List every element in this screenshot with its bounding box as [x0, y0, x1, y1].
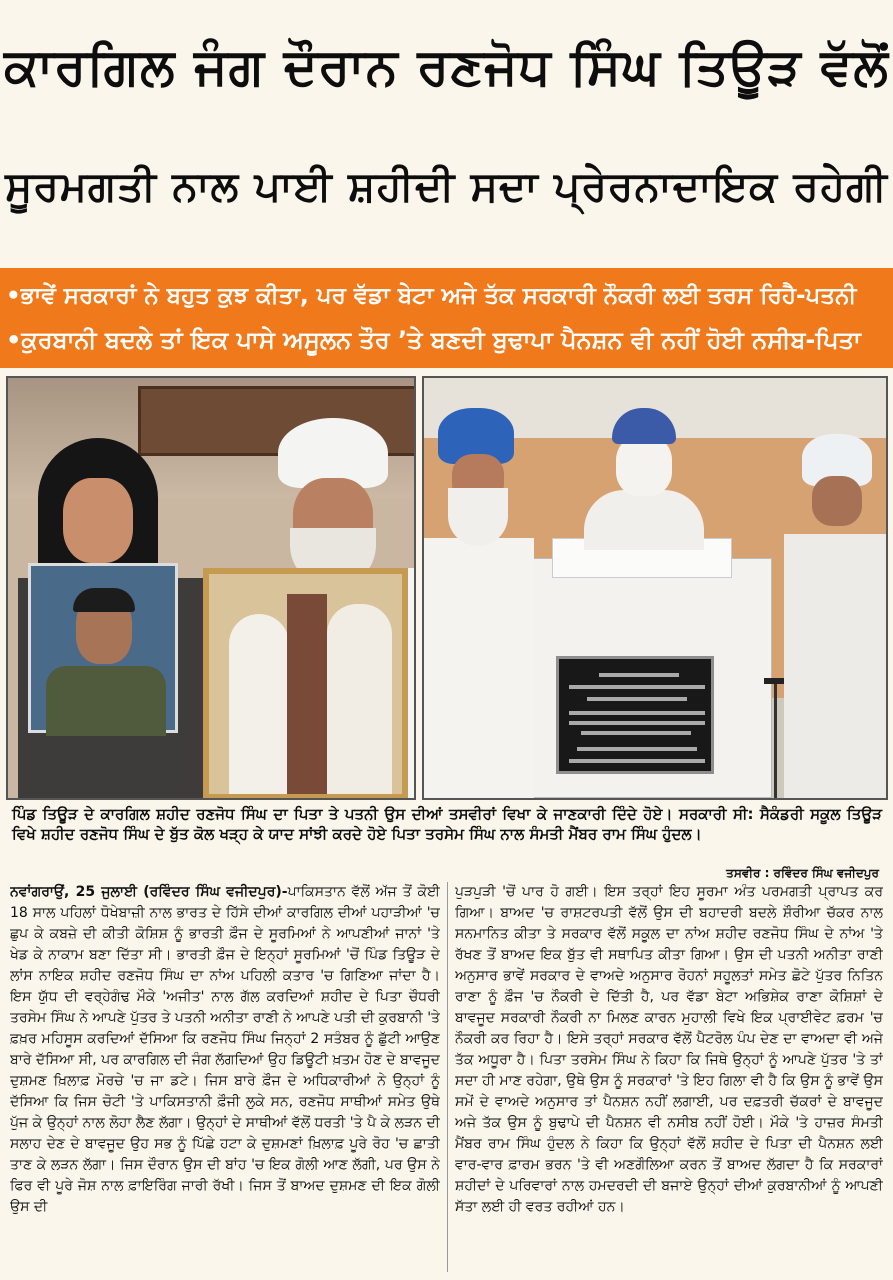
headline-line-1: ਕਾਰਗਿਲ ਜੰਗ ਦੌਰਾਨ ਰਣਜੋਧ ਸਿੰਘ ਤਿਊੜ ਵੱਲੋਂ — [4, 38, 889, 97]
photo-father-blue-turban — [424, 408, 534, 800]
photo-memorial-plaque — [556, 656, 714, 774]
subhead-banner — [0, 268, 893, 368]
column-divider — [447, 882, 448, 1272]
article-body-1: ਪਾਕਿਸਤਾਨ ਵੱਲੋਂ ਅੱਜ ਤੋਂ ਕੋਈ 18 ਸਾਲ ਪਹਿਲਾਂ ਧੋਖੇਬਾਜ਼ੀ ਨਾਲ ਭਾਰਤ ਦੇ ਹਿੱਸੇ ਦੀਆਂ ਕਾਰਗਿਲ ਦੀਆਂ ਪਹਾੜੀਆਂ 'ਚ ਛੁਪ ਕੇ ਕਬਜ਼ੇ ਦੀ ਕੀਤੀ ਕੋਸ਼ਿਸ਼ ਨੂੰ ਭਾਰਤੀ ਫ਼ੌਜ ਦੇ ਸੂਰਮਿਆਂ ਨੇ ਆਪਣੀਆਂ ਜਾਨਾਂ 'ਤੇ ਖੇਡ ਕੇ ਨਾਕਾਮ ਬਣਾ ਦਿੱਤਾ ਸੀ। ਭਾਰਤੀ ਫ਼ੌਜ ਦੇ ਇਨ੍ਹਾਂ ਸੂਰਮਿਆਂ 'ਚੋਂ ਪਿੰਡ ਤਿਊੜ ਦੇ ਲਾਂਸ ਨਾਇਕ ਸ਼ਹੀਦ ਰਣਜੋਧ ਸਿੰਘ ਦਾ ਨਾਂਅ ਪਹਿਲੀ ਕਤਾਰ 'ਚ ਗਿਣਿਆ ਜਾਂਦਾ ਹੈ। ਇਸ ਯੁੱਧ ਦੀ ਵਰ੍ਹੇਗੰਢ ਮੌਕੇ 'ਅਜੀਤ' ਨਾਲ ਗੱਲ ਕਰਦਿਆਂ ਸ਼ਹੀਦ ਦੇ ਪਿਤਾ ਚੌਧਰੀ ਤਰਸੇਮ ਸਿੰਘ ਨੇ ਆਪਣੇ ਪੁੱਤਰ ਤੇ ਪਤਨੀ ਅਨੀਤਾ ਰਾਣੀ ਨੇ ਆਪਣੇ ਪਤੀ ਦੀ ਕੁਰਬਾਨੀ 'ਤੇ ਫ਼ਖ਼ਰ ਮਹਿਸੂਸ ਕਰਦਿਆਂ ਦੱਸਿਆ ਕਿ ਰਣਜੋਧ ਸਿੰਘ ਜਿਨ੍ਹਾਂ 2 ਸਤੰਬਰ ਨੂੰ ਛੁੱਟੀ ਆਉਣ ਬਾਰੇ ਦੱਸਿਆ ਸੀ, ਪਰ ਕਾਰਗਿਲ ਦੀ ਜੰਗ ਲੱਗਦਿਆਂ ਉਹ ਡਿਊਟੀ ਖ਼ਤਮ ਹੋਣ ਦੇ ਬਾਵਜੂਦ ਦੁਸ਼ਮਣ ਖ਼ਿਲਾਫ਼ ਮੋਰਚੇ 'ਚ ਜਾ ਡਟੇ। ਜਿਸ ਬਾਰੇ ਫ਼ੌਜ ਦੇ ਅਧਿਕਾਰੀਆਂ ਨੇ ਉਨ੍ਹਾਂ ਨੂੰ ਦੱਸਿਆ ਕਿ ਜਿਸ ਚੋਟੀ 'ਤੇ ਪਾਕਿਸਤਾਨੀ ਫ਼ੌਜੀ ਲੁਕੇ ਸਨ, ਰਣਜੋਧ ਸਾਥੀਆਂ ਸਮੇਤ ਉਥੇ ਪੁੱਜ ਕੇ ਉਨ੍ਹਾਂ ਨਾਲ ਲੋਹਾ ਲੈਣ ਲੱਗਾ। ਉਨ੍ਹਾਂ ਦੇ ਸਾਥੀਆਂ ਵੱਲੋਂ ਧਰਤੀ 'ਤੇ ਪੈ ਕੇ ਲੜਨ ਦੀ ਸਲਾਹ ਦੇਣ ਦੇ ਬਾਵਜੂਦ ਉਹ ਸਭ ਨੂੰ ਪਿੱਛੇ ਹਟਾ ਕੇ ਦੁਸ਼ਮਣਾਂ ਖ਼ਿਲਾਫ਼ ਪੂਰੇ ਰੋਹ 'ਚ ਛਾਤੀ ਤਾਣ ਕੇ ਲੜਨ ਲੱਗਾ। ਜਿਸ ਦੌਰਾਨ ਉਸ ਦੀ ਬਾਂਹ 'ਚ ਇਕ ਗੋਲੀ ਆਣ ਲੱਗੀ, ਪਰ ਉਸ ਨੇ ਫਿਰ ਵੀ ਪੂਰੇ ਜੋਸ਼ ਨਾਲ ਫ਼ਾਇਰਿੰਗ ਜਾਰੀ ਰੱਖੀ। ਜਿਸ ਤੋਂ ਬਾਅਦ ਦੁਸ਼ਮਣ ਦੀ ਇਕ ਗੋਲੀ ਉਸ ਦੀ — [10, 884, 440, 1215]
photo-caption: ਪਿੰਡ ਤਿਊੜ ਦੇ ਕਾਰਗਿਲ ਸ਼ਹੀਦ ਰਣਜੋਧ ਸਿੰਘ ਦਾ ਪਿਤਾ ਤੇ ਪਤਨੀ ਉਸ ਦੀਆਂ ਤਸਵੀਰਾਂ ਵਿਖਾ ਕੇ ਜਾਣਕਾਰੀ ਦਿੰਦੇ ਹੋਏ। ਸਰਕਾਰੀ ਸੀ: ਸੈਕੰਡਰੀ ਸਕੂਲ ਤਿਊੜ ਵਿਖੇ ਸ਼ਹੀਦ ਰਣਜੋਧ ਸਿੰਘ ਦੇ ਬੁੱਤ ਕੋਲ ਖੜ੍ਹ ਕੇ ਯਾਦ ਸਾਂਝੀ ਕਰਦੇ ਹੋਏ ਪਿਤਾ ਤਰਸੇਮ ਸਿੰਘ ਨਾਲ ਸੰਮਤੀ ਮੈਂਬਰ ਰਾਮ ਸਿੰਘ ਹੁੰਦਲ। — [12, 805, 882, 843]
photo-family-with-portraits — [6, 376, 416, 800]
photo-credit: ਤਸਵੀਰ : ਰਵਿੰਦਰ ਸਿੰਘ ਵਜੀਦਪੁਰ — [726, 866, 879, 880]
article-column-2 — [455, 882, 883, 1274]
photo-memorial-statue — [422, 376, 888, 800]
article-dateline: ਨਵਾਂਗਰਾਉਂ, 25 ਜੁਲਾਈ (ਰਵਿੰਦਰ ਸਿੰਘ ਵਜੀਦਪੁਰ)- — [10, 884, 288, 900]
article-body-2: ਪੁੜਪੁੜੀ 'ਚੋਂ ਪਾਰ ਹੋ ਗਈ। ਇਸ ਤਰ੍ਹਾਂ ਇਹ ਸੂਰਮਾ ਅੰਤ ਪਰਮਗਤੀ ਪ੍ਰਾਪਤ ਕਰ ਗਿਆ। ਬਾਅਦ 'ਚ ਰਾਸ਼ਟਰਪਤੀ ਵੱਲੋਂ ਉਸ ਦੀ ਬਹਾਦਰੀ ਬਦਲੇ ਸ਼ੌਰੀਆ ਚੱਕਰ ਨਾਲ ਸਨਮਾਨਿਤ ਕੀਤਾ ਤੇ ਸਰਕਾਰ ਵੱਲੋਂ ਸਕੂਲ ਦਾ ਨਾਂਅ ਸ਼ਹੀਦ ਰਣਜੋਧ ਸਿੰਘ ਦੇ ਨਾਂਅ 'ਤੇ ਰੱਖਣ ਤੋਂ ਬਾਅਦ ਇਕ ਬੁੱਤ ਵੀ ਸਥਾਪਿਤ ਕੀਤਾ ਗਿਆ। ਉਸ ਦੀ ਪਤਨੀ ਅਨੀਤਾ ਰਾਣੀ ਅਨੁਸਾਰ ਭਾਵੇਂ ਸਰਕਾਰ ਦੇ ਵਾਅਦੇ ਅਨੁਸਾਰ ਰੋਹਨਾਂ ਸਹੂਲਤਾਂ ਸਮੇਤ ਛੋਟੇ ਪੁੱਤਰ ਨਿਤਿਨ ਰਾਣਾ ਨੂੰ ਫ਼ੌਜ 'ਚ ਨੌਕਰੀ ਦੇ ਦਿੱਤੀ ਹੈ, ਪਰ ਵੱਡਾ ਬੇਟਾ ਅਭਿਸ਼ੇਕ ਰਾਣਾ ਕੋਸ਼ਿਸ਼ਾਂ ਦੇ ਬਾਵਜੂਦ ਸਰਕਾਰੀ ਨੌਕਰੀ ਨਾ ਮਿਲਣ ਕਾਰਨ ਮੁਹਾਲੀ ਵਿਖੇ ਇਕ ਪ੍ਰਾਈਵੇਟ ਫ਼ਰਮ 'ਚ ਨੌਕਰੀ ਕਰ ਰਿਹਾ ਹੈ। ਇਸੇ ਤਰ੍ਹਾਂ ਸਰਕਾਰ ਵੱਲੋਂ ਪੈਟਰੋਲ ਪੰਪ ਦੇਣ ਦਾ ਵਾਅਦਾ ਵੀ ਅਜੇ ਤੱਕ ਅਧੂਰਾ ਹੈ। ਪਿਤਾ ਤਰਸੇਮ ਸਿੰਘ ਨੇ ਕਿਹਾ ਕਿ ਜਿਥੇ ਉਨ੍ਹਾਂ ਨੂੰ ਆਪਣੇ ਪੁੱਤਰ 'ਤੇ ਤਾਂ ਸਦਾ ਹੀ ਮਾਣ ਰਹੇਗਾ, ਉਥੇ ਉਸ ਨੂੰ ਸਰਕਾਰਾਂ 'ਤੇ ਇਹ ਗਿਲਾ ਵੀ ਹੈ ਕਿ ਉਸ ਨੂੰ ਭਾਵੇਂ ਉਸ ਸਮੇਂ ਦੇ ਵਾਅਦੇ ਅਨੁਸਾਰ ਤਾਂ ਪੈਨਸ਼ਨ ਨਹੀਂ ਲਗਾਈ, ਪਰ ਦਫ਼ਤਰੀ ਚੱਕਰਾਂ ਦੇ ਬਾਵਜੂਦ ਅਜੇ ਤੱਕ ਉਸ ਨੂੰ ਬੁਢਾਪੇ ਦੀ ਪੈਨਸ਼ਨ ਵੀ ਨਸੀਬ ਨਹੀਂ ਹੋਈ। ਮੌਕੇ 'ਤੇ ਹਾਜ਼ਰ ਸੰਮਤੀ ਮੈਂਬਰ ਰਾਮ ਸਿੰਘ ਹੁੰਦਲ ਨੇ ਕਿਹਾ ਕਿ ਉਨ੍ਹਾਂ ਵੱਲੋਂ ਸ਼ਹੀਦ ਦੇ ਪਿਤਾ ਦੀ ਪੈਨਸ਼ਨ ਲਈ ਵਾਰ-ਵਾਰ ਫ਼ਾਰਮ ਭਰਨ 'ਤੇ ਵੀ ਅਣਗੌਲਿਆ ਕਰਨ ਤੋਂ ਬਾਅਦ ਲੱਗਦਾ ਹੈ ਕਿ ਸਰਕਾਰਾਂ ਸ਼ਹੀਦਾਂ ਦੇ ਪਰਿਵਾਰਾਂ ਨਾਲ ਹਮਦਰਦੀ ਦੀ ਬਜਾਏ ਉਨ੍ਹਾਂ ਦੀਆਂ ਕੁਰਬਾਨੀਆਂ ਨੂੰ ਆਪਣੀ ਸੱਤਾ ਲਈ ਹੀ ਵਰਤ ਰਹੀਆਂ ਹਨ। — [455, 884, 883, 1215]
headline-block — [0, 0, 893, 268]
article-column-1 — [10, 882, 440, 1274]
photo-soldier-portrait — [28, 563, 178, 733]
photo-martyr-bust — [584, 408, 704, 548]
headline-line-2: ਸੂਰਮਗਤੀ ਨਾਲ ਪਾਈ ਸ਼ਹੀਦੀ ਸਦਾ ਪ੍ਰੇਰਨਾਦਾਇਕ ਰਹੇਗੀ — [5, 162, 888, 210]
photo-committee-member — [780, 434, 888, 800]
photo-award-ceremony-frame — [203, 568, 408, 800]
subhead-2: •ਕੁਰਬਾਨੀ ਬਦਲੇ ਤਾਂ ਇਕ ਪਾਸੇ ਅਸੂਲਨ ਤੌਰ ’ਤੇ ਬਣਦੀ ਬੁਢਾਪਾ ਪੈਨਸ਼ਨ ਵੀ ਨਹੀਂ ਹੋਈ ਨਸੀਬ-ਪਿਤਾ — [6, 326, 861, 354]
subhead-1: •ਭਾਵੇਂ ਸਰਕਾਰਾਂ ਨੇ ਬਹੁਤ ਕੁਝ ਕੀਤਾ, ਪਰ ਵੱਡਾ ਬੇਟਾ ਅਜੇ ਤੱਕ ਸਰਕਾਰੀ ਨੌਕਰੀ ਲਈ ਤਰਸ ਰਿਹੈ-ਪਤਨੀ — [6, 283, 857, 309]
